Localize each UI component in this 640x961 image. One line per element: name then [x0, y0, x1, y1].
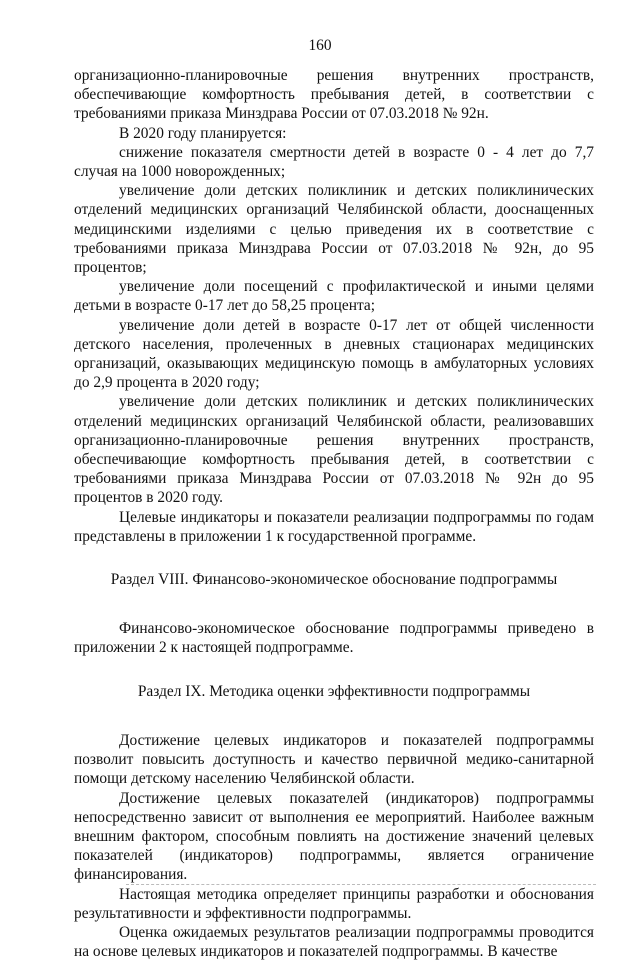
footer-divider — [126, 884, 596, 885]
paragraph: увеличение доли детских поликлиник и детских поликлинических отделений медицинских организаций Челябинской области, реализовавших организационно-планировочные решения внутренних пространств, обеспечивающие комфортность пребывания детей, в соответствии с требованиями приказа Минздрава России от 07.03.2018 № 92н до 95 процентов в 2020 году. — [74, 393, 594, 507]
paragraph: Оценка ожидаемых результатов реализации подпрограммы проводится на основе целевых индикаторов и показателей подпрограммы. В качестве — [74, 923, 594, 961]
paragraph: Настоящая методика определяет принципы разработки и обоснования результативности и эффективности подпрограммы. — [74, 885, 594, 922]
paragraph: В 2020 году планируется: — [119, 124, 287, 142]
paragraph: увеличение доли детских поликлиник и детских поликлинических отделений медицинских организаций Челябинской области, дооснащенных медицинскими изделиями с целью приведения их в соответствие с требованиями приказа Минздрава России от 07.03.2018 № 92н, до 95 процентов; — [74, 182, 594, 277]
paragraph: увеличение доли детей в возрасте 0-17 лет от общей численности детского населения, пролеченных в дневных стационарах медицинских организаций, оказывающих медицинскую помощь в амбулаторных условиях до 2,9 процента в 2020 году; — [74, 316, 594, 392]
paragraph: снижение показателя смертности детей в возрасте 0 - 4 лет до 7,7 случая на 1000 новорожденных; — [74, 143, 594, 181]
section-heading: Раздел IX. Методика оценки эффективности подпрограммы — [137, 682, 531, 700]
paragraph: Достижение целевых индикаторов и показателей подпрограммы позволит повысить доступность и качество первичной медико-санитарной помощи детскому населению Челябинской области. — [74, 731, 594, 788]
paragraph: Финансово-экономическое обоснование подпрограммы приведено в приложении 2 к настоящей подпрограмме. — [74, 620, 594, 657]
paragraph: увеличение доли посещений с профилактической и иными целями детьми в возрасте 0-17 лет до 58,25 процента; — [74, 278, 594, 315]
document-body — [74, 66, 594, 961]
paragraph: Целевые индикаторы и показатели реализации подпрограммы по годам представлены в приложении 1 к государственной программе. — [74, 508, 594, 545]
paragraph: Достижение целевых показателей (индикаторов) подпрограммы непосредственно зависит от выполнения ее мероприятий. Наиболее важным внешним фактором, способным повлиять на достижение значений целевых показателей (индикаторов) подпрограммы, является ограничение финансирования. — [74, 789, 594, 884]
section-heading: Раздел VIII. Финансово-экономическое обоснование подпрограммы — [110, 571, 558, 589]
paragraph: организационно-планировочные решения внутренних пространств, обеспечивающие комфортность пребывания детей, в соответствии с требованиями приказа Минздрава России от 07.03.2018 № 92н. — [74, 67, 594, 123]
page-number: 160 — [308, 37, 332, 54]
